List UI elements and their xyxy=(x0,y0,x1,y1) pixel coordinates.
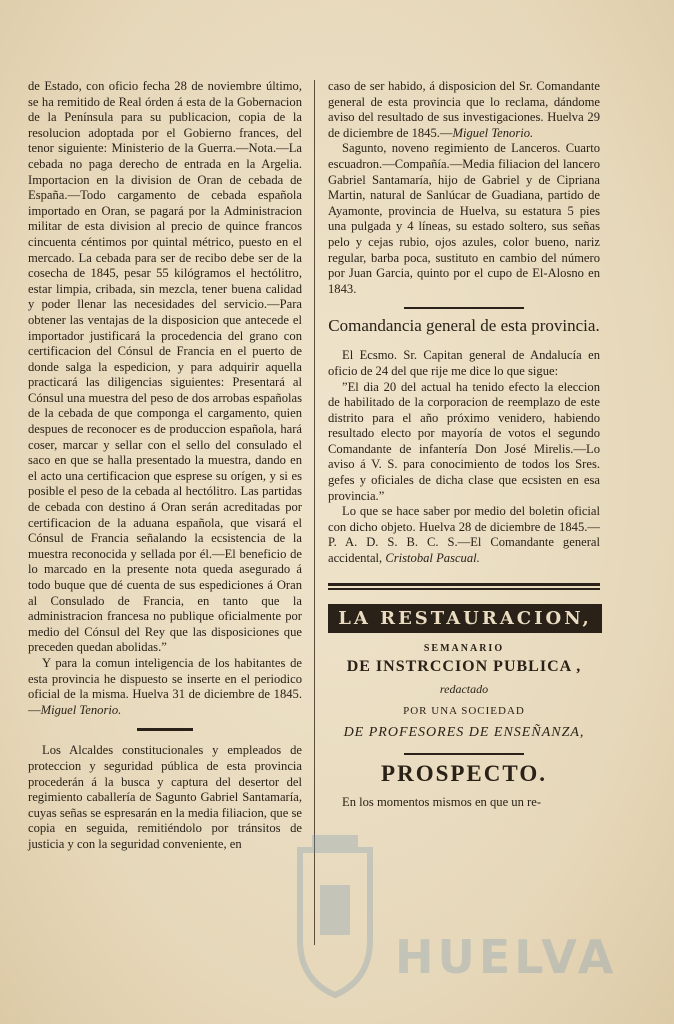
column-divider xyxy=(314,80,315,945)
right-paragraph-5-signature: Cristobal Pascual. xyxy=(385,551,480,566)
left-column xyxy=(28,79,302,853)
semanario-label: SEMANARIO xyxy=(423,642,505,654)
right-paragraph-1 xyxy=(328,79,600,141)
prospecto-rule xyxy=(404,753,524,755)
masthead-banner: LA RESTAURACION, xyxy=(328,604,602,633)
right-paragraph-4: ”El dia 20 del actual ha tenido efecto la eleccion de habilitado de la corporacion de reemplazo de este distrito para el año próximo venidero, habiendo resultado electo por mayoría de votos el segundo Comandante de infantería Don José Mirelis.—Lo aviso á V. S. para conocimiento de todos los Sres. gefes y oficiales de dicha clase que ecsisten en esa provincia.” xyxy=(328,379,600,503)
right-paragraph-5-text: Lo que se hace saber por medio del boletin oficial con dicho objeto. Huelva 28 de diciembre de 1845.—P. A. D. S. B. C. S.—El Comandante general accidental, xyxy=(328,504,600,566)
left-paragraph-2 xyxy=(28,656,302,718)
double-rule xyxy=(328,583,600,590)
shield-icon xyxy=(290,830,380,1000)
library-watermark xyxy=(290,830,650,1010)
watermark-text: HUELVA xyxy=(395,930,618,984)
instruccion-title: DE INSTRCCION PUBLICA , xyxy=(346,657,582,675)
right-column xyxy=(328,79,600,810)
left-paragraph-2-signature: Miguel Tenorio. xyxy=(40,702,122,717)
section-heading: Comandancia general de esta provincia. xyxy=(328,316,600,336)
prospecto-title: PROSPECTO. xyxy=(381,760,547,786)
left-paragraph-1: de Estado, con oficio fecha 28 de noviembre último, se ha remitido de Real órden á esta de la Gobernacion de la Península para su publicacion, copia de la resolucion adoptada por el Gobierno frances, del tenor siguiente: Ministerio de la Guerra.—Nota.—La cebada no paga derecho de entrada en la Argelia. Importacion en la division de Oran de cebada de España.—Todo cargamento de cebada española importado en Oran, se pagará por la Administracion militar de esta division al precio de quince francos cincuenta céntimos por quintal métrico, puesto en el mercado. La cebada para ser de recibo debe ser de la cosecha de 1845, pesar 55 kilógramos el hectólitro, estar limpia, cribada, sin mezcla, tener buena calidad y poder llenar las necesidades del servicio.—Para obtener las ventajas de la disposicion que antecede el importador justificará la procedencia del grano con certificacion del Cónsul de Francia en el puerto de donde salga la espedicion, y para adquirir aquella practicará las diligencias siguientes: Presentará al Cónsul una muestra del peso de dos arrobas españolas de la cebada de que componga el cargamento, quien despues de reconocer es de produccion española, hará coser, marcar y sellar con el sello del consulado el saco en que se halla presentado la muestra, dando en el acto una certificacion que esprese su orígen, y si es posible el peso de la cebada al hectólitro. Las partidas de cebada con destino á Oran serán acreditadas por certificacion de la aduana española, que visará el Cónsul de Francia señalando la ecsistencia de la muestra reconocida y sellada por él.—El beneficio de lo marcado en la presente nota queda asegurado á todo buque que dé cuenta de sus espediciones á Oran al Consulado de Francia, en tanto que la administracion francesa no publique oficialmente por medio del Cónsul del Rey que las disposiciones que preceden quedan abolidas.” xyxy=(28,79,302,655)
redactado-label: redactado xyxy=(439,681,489,696)
right-paragraph-2: Sagunto, noveno regimiento de Lanceros. Cuarto escuadron.—Compañía.—Media filiacion del lancero Gabriel Santamaría, hijo de Gabriel y de Cipriana Martin, natural de Sanlúcar de Guadiana, partido de Ayamonte, provincia de Huelva, su estatura 5 pies una pulgada y 4 líneas, su estado soltero, sus señas pelo y cejas rubio, ojos azules, color bueno, nariz regular, barba poca, sustituto en cambio del número por Juan Garcia, quinto por el cupo de El-Alosno en 1843. xyxy=(328,141,600,296)
right-paragraph-1-text: caso de ser habido, á disposicion del Sr. Comandante general de esta provincia que lo reclama, dándome aviso del resultado de sus investigaciones. Huelva 29 de diciembre de 1845.— xyxy=(328,79,600,140)
right-paragraph-3: El Ecsmo. Sr. Capitan general de Andalucía en oficio de 24 del que rije me dice lo que sigue: xyxy=(328,348,600,378)
heading-rule xyxy=(404,307,524,309)
right-last-line: En los momentos mismos en que un re- xyxy=(342,794,542,809)
profesores-label: DE PROFESORES DE ENSEÑANZA, xyxy=(343,724,585,740)
section-rule xyxy=(137,728,193,731)
left-paragraph-2-text: Y para la comun inteligencia de los habitantes de esta provincia he dispuesto se inserte en el periodico oficial de la misma. Huelva 31 de diciembre de 1845.— xyxy=(28,655,302,717)
sociedad-label: POR UNA SOCIEDAD xyxy=(403,704,525,717)
right-paragraph-5 xyxy=(328,504,600,566)
left-paragraph-3: Los Alcaldes constitucionales y empleados de proteccion y seguridad pública de esta provincia procederán á la busca y captura del desertor del regimiento caballería de Sagunto Gabriel Santamaría, cuyas señas se espresarán en la media filiacion, que se copia en seguida, remitiéndolo por tránsitos de justicia y con la seguridad conveniente, en xyxy=(28,743,302,851)
right-paragraph-1-signature: Miguel Tenorio. xyxy=(452,125,534,140)
